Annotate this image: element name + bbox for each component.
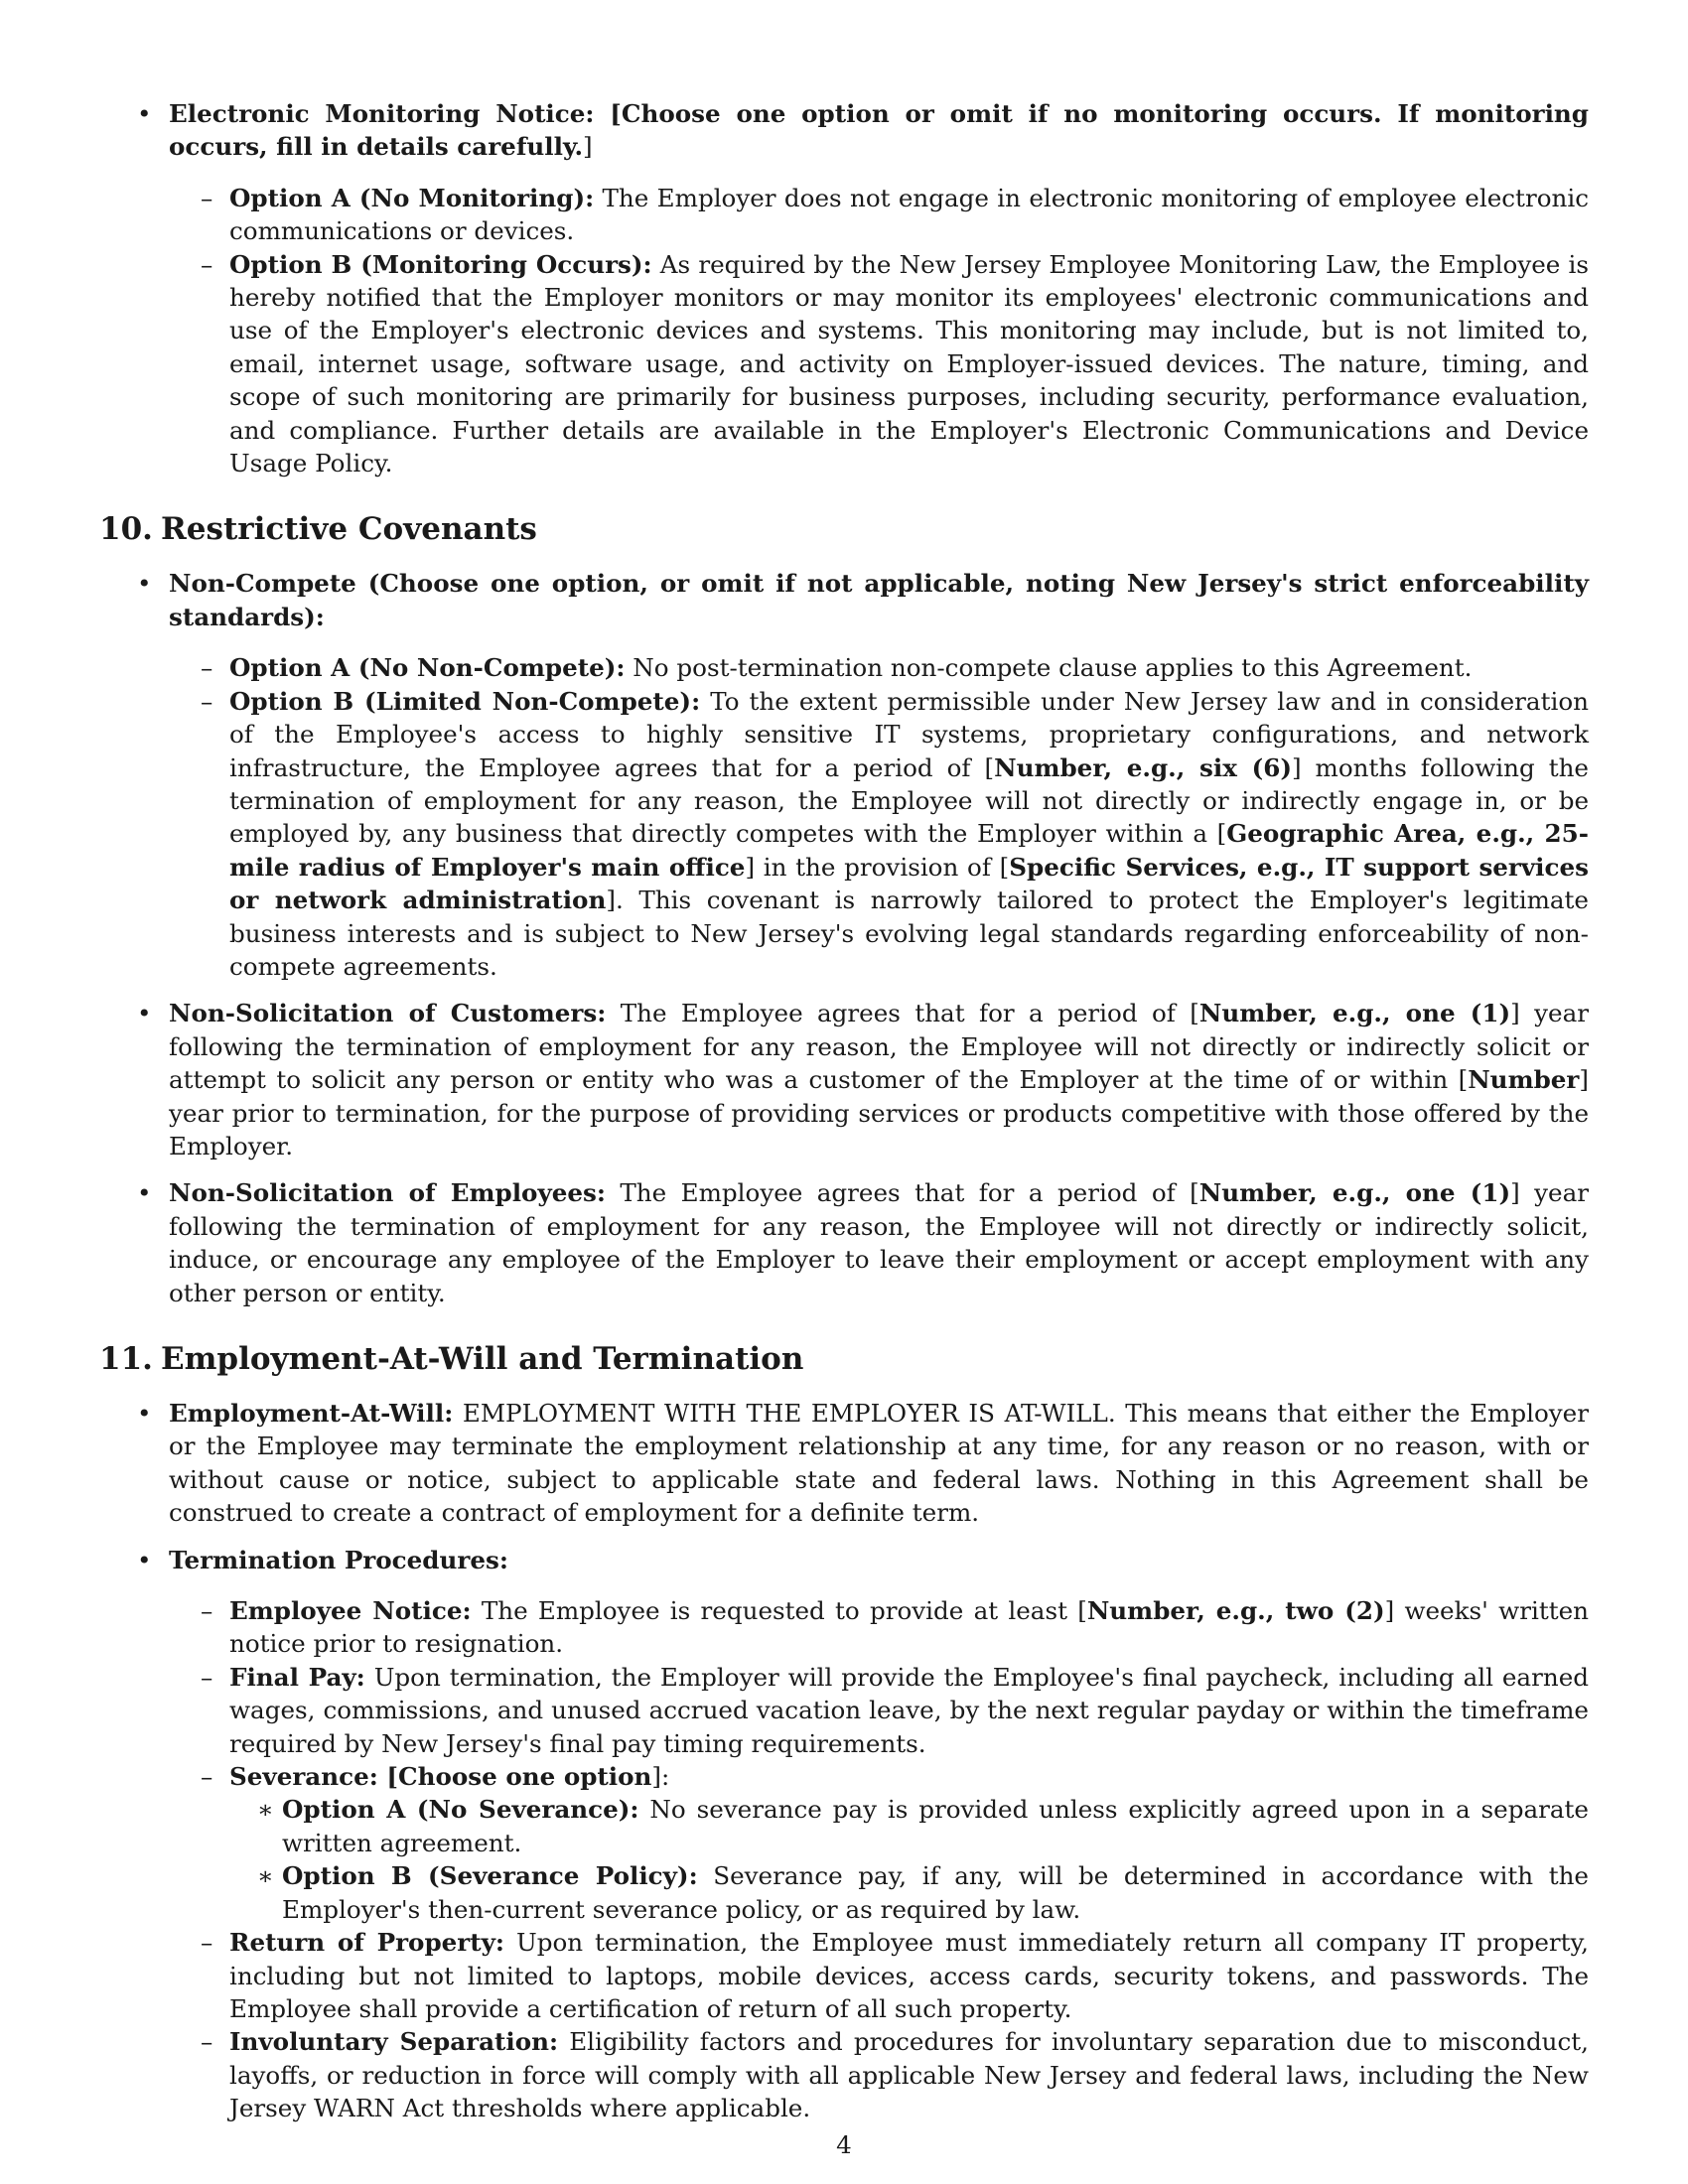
noncompete-option-a: – Option A (No Non-Compete): No post-termination non-compete clause applies to this Agreement. xyxy=(201,653,1473,683)
severance-options xyxy=(229,1793,1589,1926)
monitoring-notice-item: • Electronic Monitoring Notice: [Choose one option or omit if no monitoring occurs. If monitoring occurs, fill in details carefully.] – Option A (No Monitoring): The Employer does not engage in electronic monitoring of employee electronic communications or devices. – Option B (Monitoring Occurs): As required by the New Jersey Employee Monitoring Law, the Employee is hereby notified that the Employer monitors or may monitor its employees' electronic communications and use of the Employer's electronic devices and systems. This monitoring may include, but is not limited to, email, internet usage, software usage, and activity on Employer-issued devices. The nature, timing, and scope of such monitoring are primarily for business purposes, including security, performance evaluation, and compliance. Further details are available in the Employer's Electronic Communications and Device Usage Policy. xyxy=(99,97,1589,479)
return-of-property-item: – Return of Property: Upon termination, the Employee must immediately return all company IT property, including but not limited to laptops, mobile devices, access cards, security tokens, and passwords. The Employee shall provide a certification of return of all such property. xyxy=(201,1928,1589,2023)
non-solicitation-customers-item: • Non-Solicitation of Customers: The Employee agrees that for a period of [Number, e.g., one (1)] year following the termination of employment for any reason, the Employee will not directly or indirectly solicit or attempt to solicit any person or entity who was a customer of the Employer at the time of or within [Number] year prior to termination, for the purpose of providing services or products competitive with those offered by the Employer. xyxy=(137,999,1590,1160)
fill-in-field: Specific Services, e.g., IT support services or network administration xyxy=(229,852,1589,915)
non-solicitation-employees-item: • Non-Solicitation of Employees: The Employee agrees that for a period of [Number, e.g., one (1)] year following the termination of employment for any reason, the Employee will not directly or indirectly solicit, induce, or encourage any employee of the Employer to leave their employment or accept employment with any other person or entity. xyxy=(137,1178,1589,1307)
monitoring-lead: Electronic Monitoring Notice: [Choose one option or omit if no monitoring occurs. If monitoring occurs, fill in details carefully. xyxy=(169,99,1589,162)
severance-option-a: ∗ Option A (No Severance): No severance pay is provided unless explicitly agreed upon in a separate written agreement. xyxy=(257,1795,1589,1857)
fill-in-field: Number, e.g., two (2) xyxy=(1086,1596,1385,1626)
severance-option-b: ∗ Option B (Severance Policy): Severance pay, if any, will be determined in accordance with the Employer's then-current severance policy, or as required by law. xyxy=(257,1861,1589,1924)
document-page xyxy=(99,97,1589,2139)
severance-item: – Severance: [Choose one option]: ∗ Option A (No Severance): No severance pay is provided unless explicitly agreed upon in a separate written agreement. ∗ Option B (Severance Policy): Severance pay, if any, will be determined in accordance with the Employer's then-current severance policy, or as required by law. xyxy=(169,1760,1589,1926)
monitoring-option-b: – Option B (Monitoring Occurs): As required by the New Jersey Employee Monitoring Law, the Employee is hereby notified that the Employer monitors or may monitor its employees' electronic communications and use of the Employer's electronic devices and systems. This monitoring may include, but is not limited to, email, internet usage, software usage, and activity on Employer-issued devices. The nature, timing, and scope of such monitoring are primarily for business purposes, including security, performance evaluation, and compliance. Further details are available in the Employer's Electronic Communications and Device Usage Policy. xyxy=(201,249,1589,478)
employee-notice-item: – Employee Notice: The Employee is requested to provide at least [Number, e.g., two (2)] weeks' written notice prior to resignation. xyxy=(201,1596,1589,1659)
fill-in-field: Number xyxy=(1468,1065,1580,1095)
monitoring-options xyxy=(169,182,1589,480)
noncompete-item: • Non-Compete (Choose one option, or omit if not applicable, noting New Jersey's strict enforceability standards): – Option A (No Non-Compete): No post-termination non-compete clause applies to this Agreement. – Option B (Limited Non-Compete): To the extent permissible under New Jersey law and in consideration of the Employee's access to highly sensitive IT systems, proprietary configurations, and network infrastructure, the Employee agrees that for a period of [Number, e.g., six (6)] months following the termination of employment for any reason, the Employee will not directly or indirectly engage in, or be employed by, any business that directly competes with the Employer within a [Geographic Area, e.g., 25-mile radius of Employer's main office] in the provision of [Specific Services, e.g., IT support services or network administration]. This covenant is narrowly tailored to protect the Employer's legitimate business interests and is subject to New Jersey's evolving legal standards regarding enforceability of non-compete agreements. xyxy=(99,567,1589,983)
fill-in-field: Number, e.g., one (1) xyxy=(1198,1178,1511,1208)
fill-in-field: Geographic Area, e.g., 25-mile radius of Employer's main office xyxy=(229,819,1589,882)
noncompete-options xyxy=(169,651,1589,983)
section-11-list xyxy=(99,1397,1589,2125)
involuntary-separation-item: – Involuntary Separation: Eligibility factors and procedures for involuntary separation due to misconduct, layoffs, or reduction in force will comply with all applicable New Jersey and federal laws, including the New Jersey WARN Act thresholds where applicable. xyxy=(201,2027,1589,2123)
monitoring-option-a: – Option A (No Monitoring): The Employer does not engage in electronic monitoring of employee electronic communications or devices. xyxy=(201,183,1589,246)
section-10-list xyxy=(99,567,1589,1309)
section-heading-11: 11. Employment-At-Will and Termination xyxy=(99,1341,804,1377)
noncompete-lead: Non-Compete (Choose one option, or omit if not applicable, noting New Jersey's strict enforceability standards): xyxy=(169,569,1589,631)
monitoring-list xyxy=(99,97,1589,479)
bullet-marker: • xyxy=(137,99,152,128)
termination-procedures-list xyxy=(169,1594,1589,2125)
termination-procedures-item: • Termination Procedures: – Employee Notice: The Employee is requested to provide at least [Number, e.g., two (2)] weeks' written notice prior to resignation. – Final Pay: Upon termination, the Employer will provide the Employee's final paycheck, including all earned wages, commissions, and unused accrued vacation leave, by the next regular payday or within the timeframe required by New Jersey's final pay timing requirements. – Severance: [Choose one option]: ∗ Option A (No Severance): No severance pay is provided unless explicitly agreed upon in a separate written agreement. ∗ Option B (Severance Policy): Severance pay, if any, will be determined in accordance with the Employer's then-current severance policy, or as required by law. – Return of Property: Upon termination, the Employee must immediately return all company IT property, including but not limited to laptops, mobile devices, access cards, security tokens, and passwords. The Employee shall provide a certification of return of all such property. – Involuntary Separation: Eligibility factors and procedures for involuntary separation due to misconduct, layoffs, or reduction in force will comply with all applicable New Jersey and federal laws, including the New Jersey WARN Act thresholds where applicable. xyxy=(99,1544,1589,2125)
at-will-item: • Employment-At-Will: EMPLOYMENT WITH THE EMPLOYER IS AT-WILL. This means that either the Employer or the Employee may terminate the employment relationship at any time, for any reason or no reason, with or without cause or notice, subject to applicable state and federal laws. Nothing in this Agreement shall be construed to create a contract of employment for a definite term. xyxy=(137,1399,1589,1528)
section-heading-10: 10. Restrictive Covenants xyxy=(99,511,537,548)
fill-in-field: Number, e.g., six (6) xyxy=(994,752,1292,782)
noncompete-option-b: – Option B (Limited Non-Compete): To the extent permissible under New Jersey law and in consideration of the Employee's access to highly sensitive IT systems, proprietary configurations, and network infrastructure, the Employee agrees that for a period of [Number, e.g., six (6)] months following the termination of employment for any reason, the Employee will not directly or indirectly engage in, or be employed by, any business that directly competes with the Employer within a [Geographic Area, e.g., 25-mile radius of Employer's main office] in the provision of [Specific Services, e.g., IT support services or network administration]. This covenant is narrowly tailored to protect the Employer's legitimate business interests and is subject to New Jersey's evolving legal standards regarding enforceability of non-compete agreements. xyxy=(201,686,1589,981)
fill-in-field: Number, e.g., one (1) xyxy=(1198,999,1511,1028)
final-pay-item: – Final Pay: Upon termination, the Employer will provide the Employee's final paycheck, including all earned wages, commissions, and unused accrued vacation leave, by the next regular payday or within the timeframe required by New Jersey's final pay timing requirements. xyxy=(201,1662,1589,1758)
page-number: 4 xyxy=(836,2130,852,2159)
